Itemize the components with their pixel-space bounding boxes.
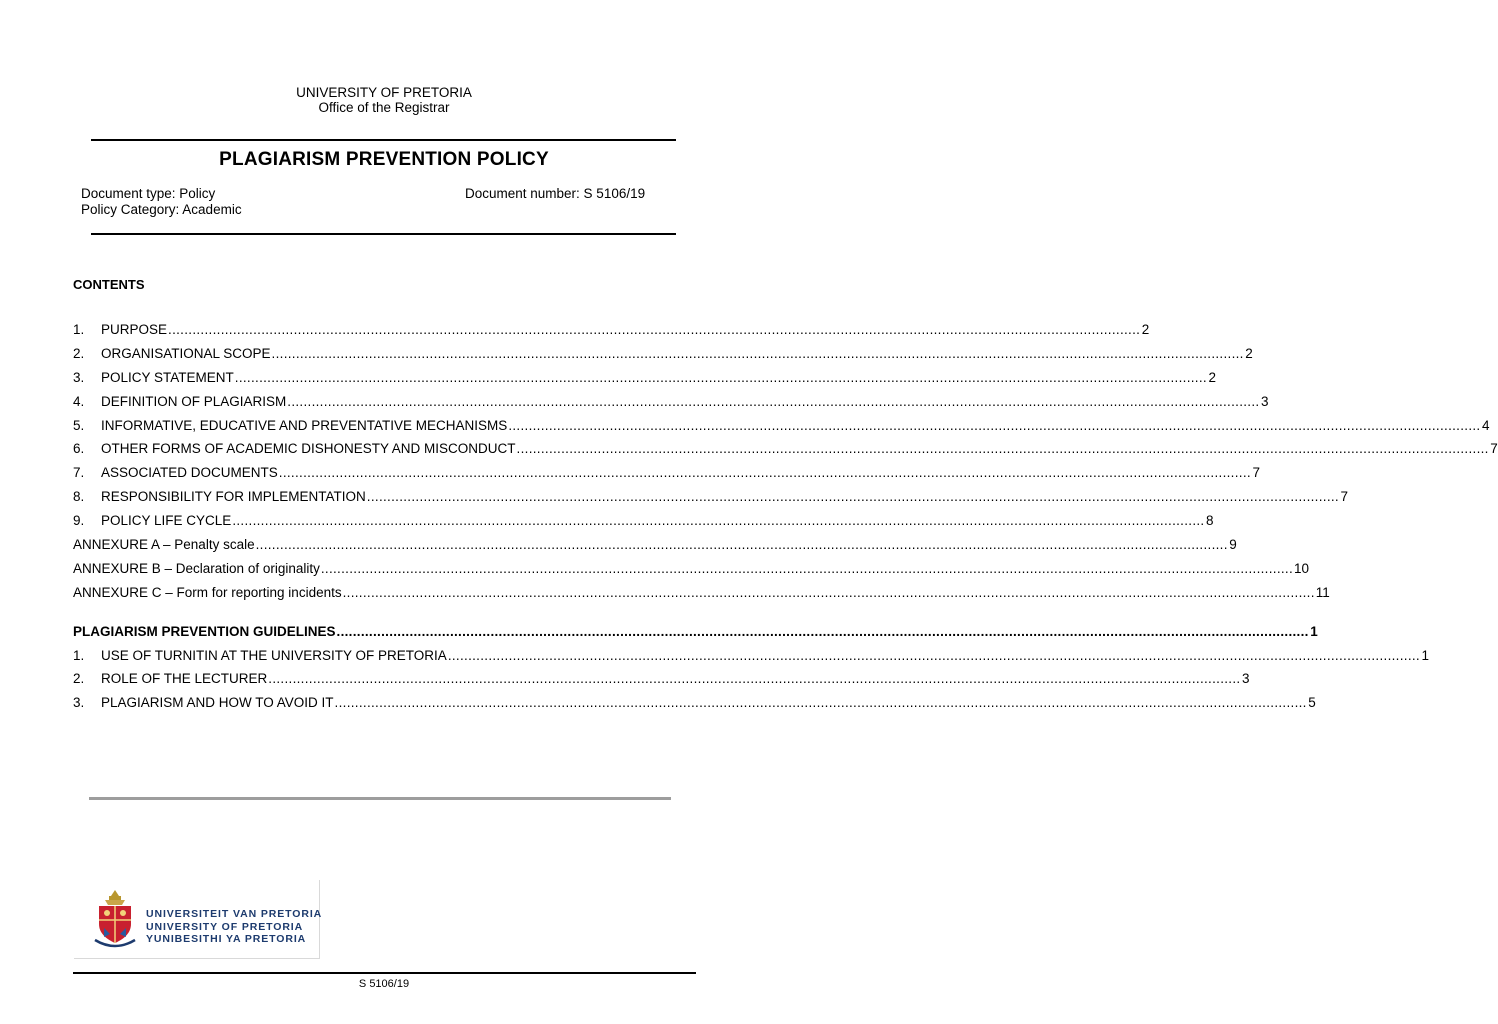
toc-entry-page: 10 (1294, 560, 1310, 576)
guidelines-heading (73, 623, 1318, 648)
toc-entry-label: INFORMATIVE, EDUCATIVE AND PREVENTATIVE MECHANISMS (101, 417, 508, 433)
toc-entry-label: PLAGIARISM AND HOW TO AVOID IT (101, 695, 334, 711)
toc-entry (73, 417, 1490, 442)
wordmark-sepedi: YUNIBESITHI YA PRETORIA (146, 933, 307, 945)
toc-dot-leader: ................................................................................................................................................................................................................................................ (268, 671, 1241, 687)
toc-dot-leader: ................................................................................................................................................................................................................................................ (278, 465, 1251, 481)
toc-entry-label: POLICY STATEMENT (101, 369, 234, 385)
contents-heading: CONTENTS (73, 277, 145, 292)
org-header (0, 85, 768, 115)
toc-dot-leader: ................................................................................................................................................................................................................................................ (255, 537, 1228, 553)
meta-rule (91, 233, 676, 235)
toc-dot-leader: ................................................................................................................................................................................................................................................ (508, 417, 1481, 433)
toc-entry-label: RESPONSIBILITY FOR IMPLEMENTATION (101, 489, 366, 505)
toc-entry-number: 3. (73, 369, 85, 385)
toc-entry-label: DEFINITION OF PLAGIARISM (101, 393, 287, 409)
toc-entry-label: ANNEXURE A – Penalty scale (73, 537, 255, 553)
toc-entry (73, 513, 1214, 537)
university-name: UNIVERSITY OF PRETORIA (296, 85, 472, 100)
toc-entry-page: 7 (1490, 441, 1498, 457)
toc-entry (73, 584, 1330, 609)
toc-entry (73, 465, 1260, 489)
guidelines-entry (73, 671, 1250, 695)
toc-entry-label: POLICY LIFE CYCLE (101, 513, 232, 529)
footer-document-number: S 5106/19 (358, 978, 410, 990)
wordmark-english: UNIVERSITY OF PRETORIA (146, 920, 304, 933)
toc-entry-label: USE OF TURNITIN AT THE UNIVERSITY OF PRETORIA (101, 647, 447, 663)
toc-entry-page: 2 (1245, 345, 1253, 361)
toc-entry-number: 3. (73, 695, 85, 711)
toc-entry-page: 11 (1315, 584, 1330, 600)
toc-dot-leader: ................................................................................................................................................................................................................................................ (366, 489, 1339, 505)
toc-entry-label: ORGANISATIONAL SCOPE (101, 345, 271, 361)
toc-entry-page: 9 (1229, 537, 1237, 553)
toc-entry-page: 1 (1310, 623, 1318, 639)
document-title: PLAGIARISM PREVENTION POLICY (219, 149, 549, 170)
toc-entry-number: 2. (73, 345, 85, 361)
toc-dot-leader: ................................................................................................................................................................................................................................................ (336, 623, 1309, 639)
toc-entry (73, 345, 1253, 370)
university-crest-icon (93, 886, 137, 952)
guidelines-entry (73, 695, 1316, 719)
table-of-contents (73, 322, 1498, 719)
office-name: Office of the Registrar (318, 100, 450, 115)
toc-entry-page: 8 (1205, 513, 1214, 529)
toc-dot-leader: ................................................................................................................................................................................................................................................ (516, 441, 1489, 457)
footer-rule (73, 972, 696, 974)
document-number: Document number: S 5106/19 (465, 186, 646, 201)
toc-entry-page: 5 (1308, 695, 1316, 711)
toc-dot-leader: ................................................................................................................................................................................................................................................ (271, 345, 1244, 361)
toc-entry-number: 1. (73, 322, 85, 337)
policy-category: Policy Category: Academic (81, 202, 242, 217)
toc-entry-number: 9. (73, 513, 85, 529)
toc-dot-leader: ................................................................................................................................................................................................................................................ (287, 393, 1260, 409)
toc-entry-page: 2 (1141, 322, 1150, 337)
toc-entry-label: OTHER FORMS OF ACADEMIC DISHONESTY AND MISCONDUCT (101, 441, 516, 457)
toc-entry-label: PLAGIARISM PREVENTION GUIDELINES (73, 623, 336, 639)
toc-entry-page: 7 (1252, 465, 1260, 481)
toc-dot-leader: ................................................................................................................................................................................................................................................ (320, 560, 1294, 576)
toc-entry (73, 322, 1150, 346)
toc-dot-leader: ................................................................................................................................................................................................................................................ (447, 647, 1420, 663)
toc-entry (73, 441, 1498, 465)
toc-dot-leader: ................................................................................................................................................................................................................................................ (168, 322, 1141, 337)
toc-entry (73, 560, 1310, 585)
separator-rule (89, 797, 671, 800)
toc-entry-label: ROLE OF THE LECTURER (101, 671, 268, 687)
toc-entry (73, 537, 1237, 561)
toc-entry-number: 5. (73, 417, 85, 433)
toc-dot-leader: ................................................................................................................................................................................................................................................ (234, 369, 1207, 385)
toc-entry-label: ASSOCIATED DOCUMENTS (101, 465, 278, 481)
toc-dot-leader: ................................................................................................................................................................................................................................................ (342, 584, 1315, 600)
toc-entry (73, 393, 1269, 418)
toc-entry-page: 2 (1208, 369, 1216, 385)
toc-entry-page: 7 (1340, 489, 1348, 505)
toc-dot-leader: ................................................................................................................................................................................................................................................ (334, 695, 1307, 711)
toc-dot-leader: ................................................................................................................................................................................................................................................ (232, 513, 1205, 529)
toc-entry-page: 1 (1421, 647, 1429, 663)
toc-entry-label: ANNEXURE C – Form for reporting incidents (73, 584, 342, 600)
toc-entry (73, 369, 1216, 394)
toc-entry (73, 489, 1348, 513)
top-rule (91, 139, 676, 141)
toc-entry-label: ANNEXURE B – Declaration of originality (73, 560, 320, 576)
toc-entry-number: 4. (73, 393, 85, 409)
toc-entry-page: 3 (1260, 393, 1269, 409)
toc-entry-number: 2. (73, 671, 85, 687)
wordmark-afrikaans: UNIVERSITEIT VAN PRETORIA (146, 908, 323, 920)
guidelines-entry (73, 647, 1429, 672)
university-wordmark (146, 908, 322, 946)
toc-entry-label: PURPOSE (101, 322, 168, 337)
toc-entry-number: 7. (73, 465, 85, 481)
toc-entry-number: 8. (73, 489, 85, 505)
toc-entry-number: 1. (73, 647, 85, 663)
toc-entry-number: 6. (73, 441, 85, 457)
document-type: Document type: Policy (81, 186, 216, 201)
toc-entry-page: 3 (1241, 671, 1250, 687)
toc-entry-page: 4 (1481, 417, 1490, 433)
